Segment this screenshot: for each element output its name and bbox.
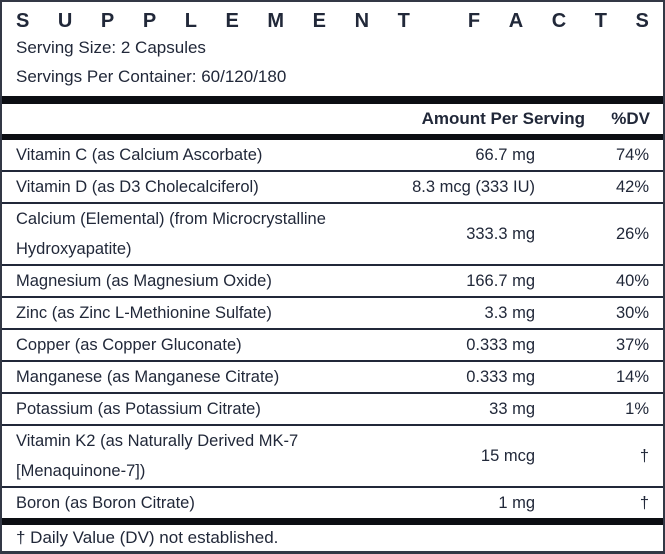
ingredient-dv: 1% — [625, 399, 649, 418]
ingredient-name: Potassium (as Potassium Citrate) — [16, 400, 261, 418]
ingredient-amount: 33 mg — [489, 399, 535, 418]
ingredient-amount: 333.3 mg — [466, 224, 535, 243]
ingredient-amount: 15 mcg — [480, 446, 535, 465]
footnote: † Daily Value (DV) not established. — [16, 528, 279, 547]
ingredient-dv: 40% — [615, 271, 649, 290]
table-row — [2, 264, 663, 296]
title-letter: S — [16, 10, 30, 32]
title-letter: T — [594, 10, 607, 32]
label-title — [2, 2, 663, 33]
table-row — [2, 328, 663, 360]
title-letter: C — [551, 10, 567, 32]
ingredient-name: Vitamin D (as D3 Cholecalciferol) — [16, 178, 259, 196]
column-header-dv: %DV — [611, 109, 650, 128]
ingredient-name: Vitamin K2 (as Naturally Derived MK-7 [Menaquinone-7]) — [16, 432, 299, 480]
table-row — [2, 202, 663, 264]
ingredient-name: Copper (as Copper Gluconate) — [16, 336, 242, 354]
ingredient-name: Vitamin C (as Calcium Ascorbate) — [16, 146, 263, 164]
title-letter: A — [508, 10, 524, 32]
column-header-amount: Amount Per Serving — [421, 109, 585, 128]
divider-bar-top — [2, 96, 663, 104]
title-letter: P — [142, 10, 157, 32]
table-row — [2, 486, 663, 518]
ingredient-dv: 30% — [615, 303, 649, 322]
divider-bar-footer — [2, 518, 663, 525]
title-letter: P — [100, 10, 115, 32]
title-letter: S — [635, 10, 649, 32]
table-row — [2, 360, 663, 392]
ingredient-amount: 66.7 mg — [475, 145, 535, 164]
table-row — [2, 140, 663, 170]
ingredient-dv: 37% — [615, 335, 649, 354]
ingredient-name: Boron (as Boron Citrate) — [16, 494, 195, 512]
ingredient-name: Magnesium (as Magnesium Oxide) — [16, 272, 272, 290]
title-letter: L — [184, 10, 197, 32]
ingredient-name: Zinc (as Zinc L-Methionine Sulfate) — [16, 304, 272, 322]
title-letter: M — [267, 10, 285, 32]
serving-info — [2, 33, 663, 96]
table-row — [2, 424, 663, 486]
ingredient-rows — [2, 140, 663, 518]
table-row — [2, 392, 663, 424]
table-header-row — [2, 104, 663, 134]
ingredient-dv: 26% — [615, 224, 649, 243]
serving-size-text: Serving Size: 2 Capsules — [16, 38, 206, 57]
ingredient-dv: † — [639, 446, 649, 465]
servings-per-container-text: Servings Per Container: 60/120/180 — [16, 67, 287, 86]
title-letter: U — [57, 10, 73, 32]
title-letter: E — [225, 10, 239, 32]
ingredient-amount: 166.7 mg — [466, 271, 535, 290]
ingredient-name: Manganese (as Manganese Citrate) — [16, 368, 280, 386]
ingredient-dv: † — [639, 493, 649, 512]
title-letter: F — [467, 10, 481, 32]
ingredient-amount: 3.3 mg — [484, 303, 535, 322]
ingredient-dv: 42% — [615, 177, 649, 196]
ingredient-amount: 8.3 mcg (333 IU) — [412, 177, 535, 196]
table-row — [2, 170, 663, 202]
title-letter: T — [397, 10, 410, 32]
ingredient-dv: 14% — [615, 367, 649, 386]
title-letter: N — [354, 10, 370, 32]
ingredient-dv: 74% — [615, 145, 649, 164]
ingredient-amount: 0.333 mg — [466, 335, 535, 354]
title-letter: E — [312, 10, 326, 32]
ingredient-amount: 1 mg — [498, 493, 535, 512]
table-row — [2, 296, 663, 328]
ingredient-name: Calcium (Elemental) (from Microcrystalline Hydroxyapatite) — [16, 210, 326, 258]
ingredient-amount: 0.333 mg — [466, 367, 535, 386]
